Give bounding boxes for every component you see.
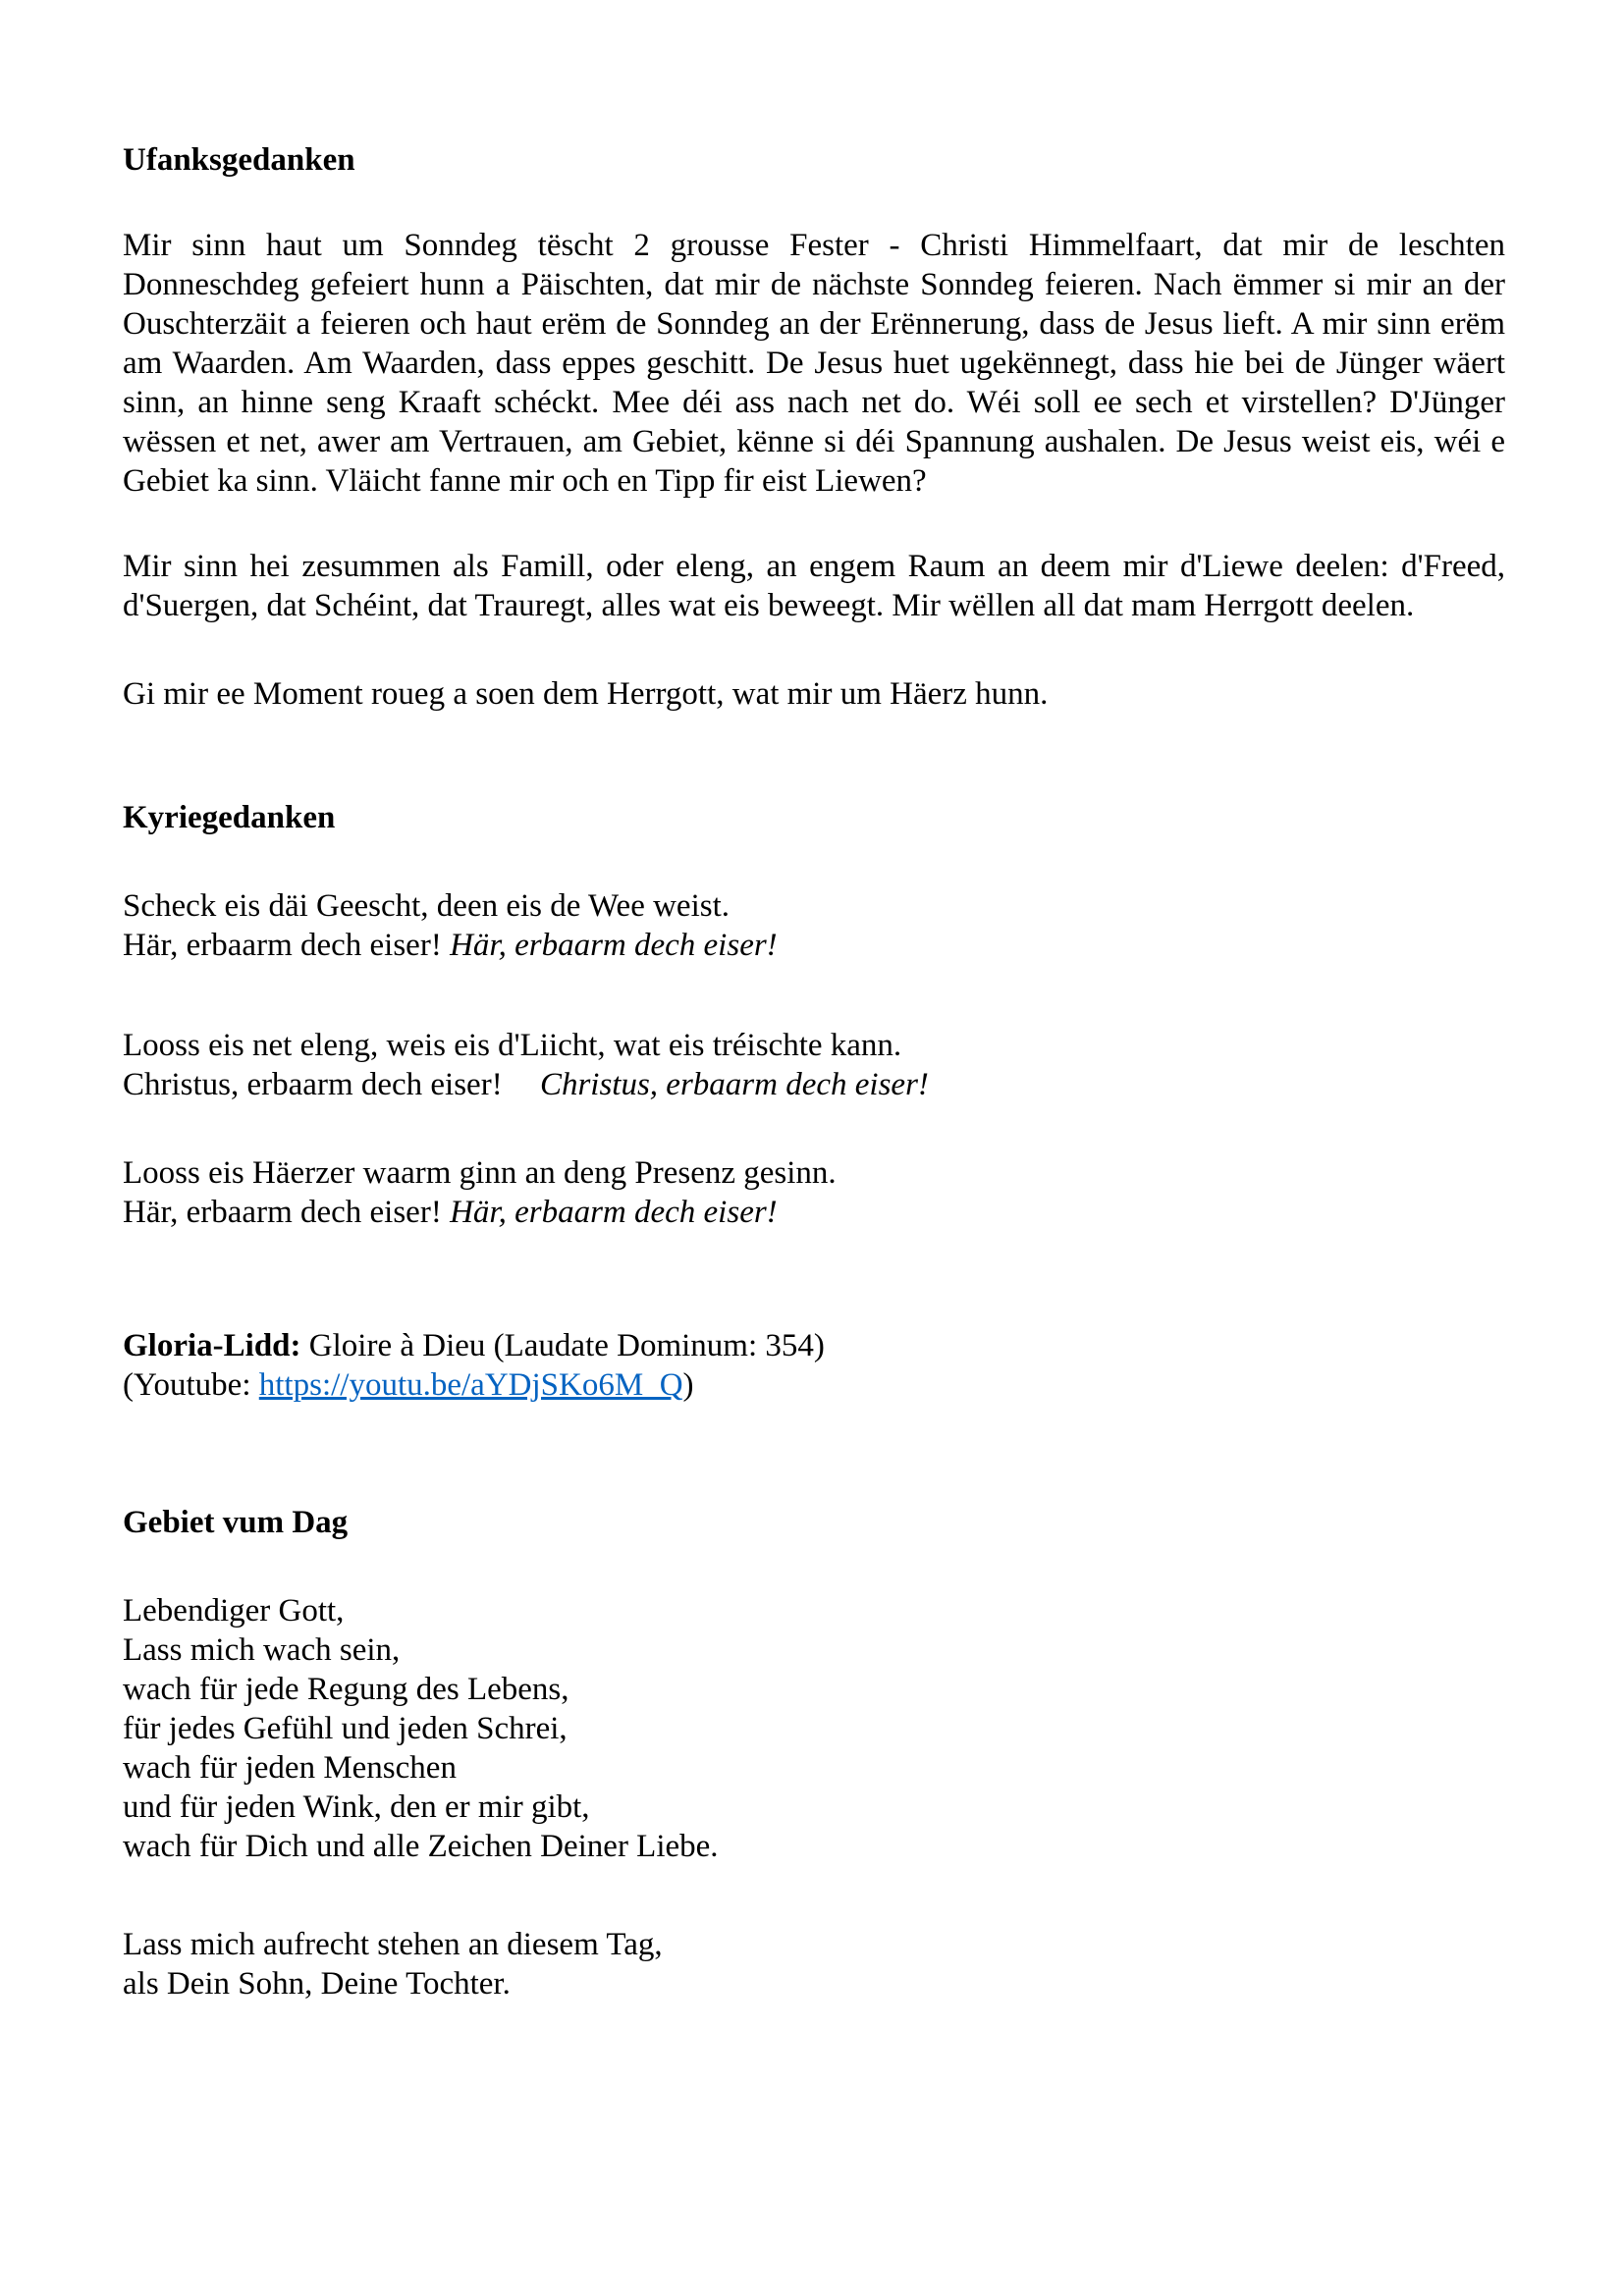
youtube-prefix: (Youtube: <box>123 1367 259 1403</box>
prayer-stanza-2 <box>123 1925 1505 2003</box>
youtube-suffix: ) <box>682 1367 694 1403</box>
kyrie-response-line <box>123 926 1505 965</box>
gloria-text: Gloire à Dieu (Laudate Dominum: 354) <box>308 1328 825 1363</box>
gloria-label: Gloria-Lidd: <box>123 1328 301 1363</box>
kyrie-response-sung: Här, erbaarm dech eiser! <box>450 928 778 963</box>
kyrie-call: Looss eis net eleng, weis eis d'Liicht, wat eis tréischte kann. <box>123 1028 902 1063</box>
kyrie-couplet-1 <box>123 886 1505 965</box>
kyrie-response-line <box>123 1065 1505 1104</box>
kyrie-call: Looss eis Häerzer waarm ginn an deng Presenz gesinn. <box>123 1155 837 1191</box>
opening-paragraph-2: Mir sinn hei zesummen als Famill, oder eleng, an engem Raum an deem mir d'Liewe deelen: d'Freed, d'Suergen, dat Schéint, dat Trauregt, alles wat eis beweegt. Mir wëllen all dat mam Herrgott deelen. <box>123 549 1505 623</box>
opening-paragraph-1: Mir sinn haut um Sonndeg tëscht 2 grousse Fester - Christi Himmelfaart, dat mir de leschten Donneschdeg gefeiert hunn a Päischten, dat mir de nächste Sonndeg feieren. Nach ëmmer si mir an der Ouschterzäit a feieren och haut erëm de Sonndeg an der Erënnerung, dass de Jesus lieft. A mir sinn erëm am Waarden. Am Waarden, dass eppes geschitt. De Jesus huet ugekënnegt, dass hie bei de Jünger wäert sinn, an hinne seng Kraaft schéckt. Mee déi ass nach net do. Wéi soll ee sech et virstellen? D'Jünger wëssen et net, awer am Vertrauen, am Gebiet, kënne si déi Spannung aushalen. De Jesus weist eis, wéi e Gebiet ka sinn. Vläicht fanne mir och en Tipp fir eist Liewen? <box>123 228 1505 499</box>
heading-prayer: Gebiet vum Dag <box>123 1505 349 1540</box>
prayer-line: für jedes Gefühl und jeden Schrei, <box>123 1711 568 1746</box>
kyrie-response-sung: Här, erbaarm dech eiser! <box>450 1195 778 1230</box>
gloria-block <box>123 1326 1505 1405</box>
prayer-line: wach für jeden Menschen <box>123 1750 457 1786</box>
kyrie-couplet-2 <box>123 1026 1505 1104</box>
prayer-stanza-1 <box>123 1591 1505 1866</box>
kyrie-response-spoken: Här, erbaarm dech eiser! <box>123 1195 442 1230</box>
prayer-line: wach für Dich und alle Zeichen Deiner Liebe. <box>123 1829 719 1864</box>
prayer-line: Lass mich wach sein, <box>123 1632 401 1668</box>
kyrie-response-spoken: Christus, erbaarm dech eiser! <box>123 1067 503 1102</box>
youtube-link[interactable]: https://youtu.be/aYDjSKo6M_Q <box>258 1367 683 1403</box>
gloria-line <box>123 1326 1505 1365</box>
heading-opening: Ufanksgedanken <box>123 142 355 178</box>
kyrie-response-sung: Christus, erbaarm dech eiser! <box>539 1067 929 1102</box>
prayer-line: und für jeden Wink, den er mir gibt, <box>123 1789 590 1825</box>
heading-kyrie: Kyriegedanken <box>123 800 336 835</box>
kyrie-call: Scheck eis däi Geescht, deen eis de Wee weist. <box>123 888 730 924</box>
prayer-line: Lass mich aufrecht stehen an diesem Tag, <box>123 1927 663 1962</box>
kyrie-response-line <box>123 1193 1505 1232</box>
kyrie-couplet-3 <box>123 1153 1505 1232</box>
prayer-line: als Dein Sohn, Deine Tochter. <box>123 1966 511 2002</box>
prayer-line: Lebendiger Gott, <box>123 1593 345 1629</box>
prayer-line: wach für jede Regung des Lebens, <box>123 1672 569 1707</box>
gloria-youtube-line <box>123 1365 1505 1405</box>
kyrie-response-spoken: Här, erbaarm dech eiser! <box>123 928 442 963</box>
opening-paragraph-3: Gi mir ee Moment roueg a soen dem Herrgott, wat mir um Häerz hunn. <box>123 676 1049 712</box>
